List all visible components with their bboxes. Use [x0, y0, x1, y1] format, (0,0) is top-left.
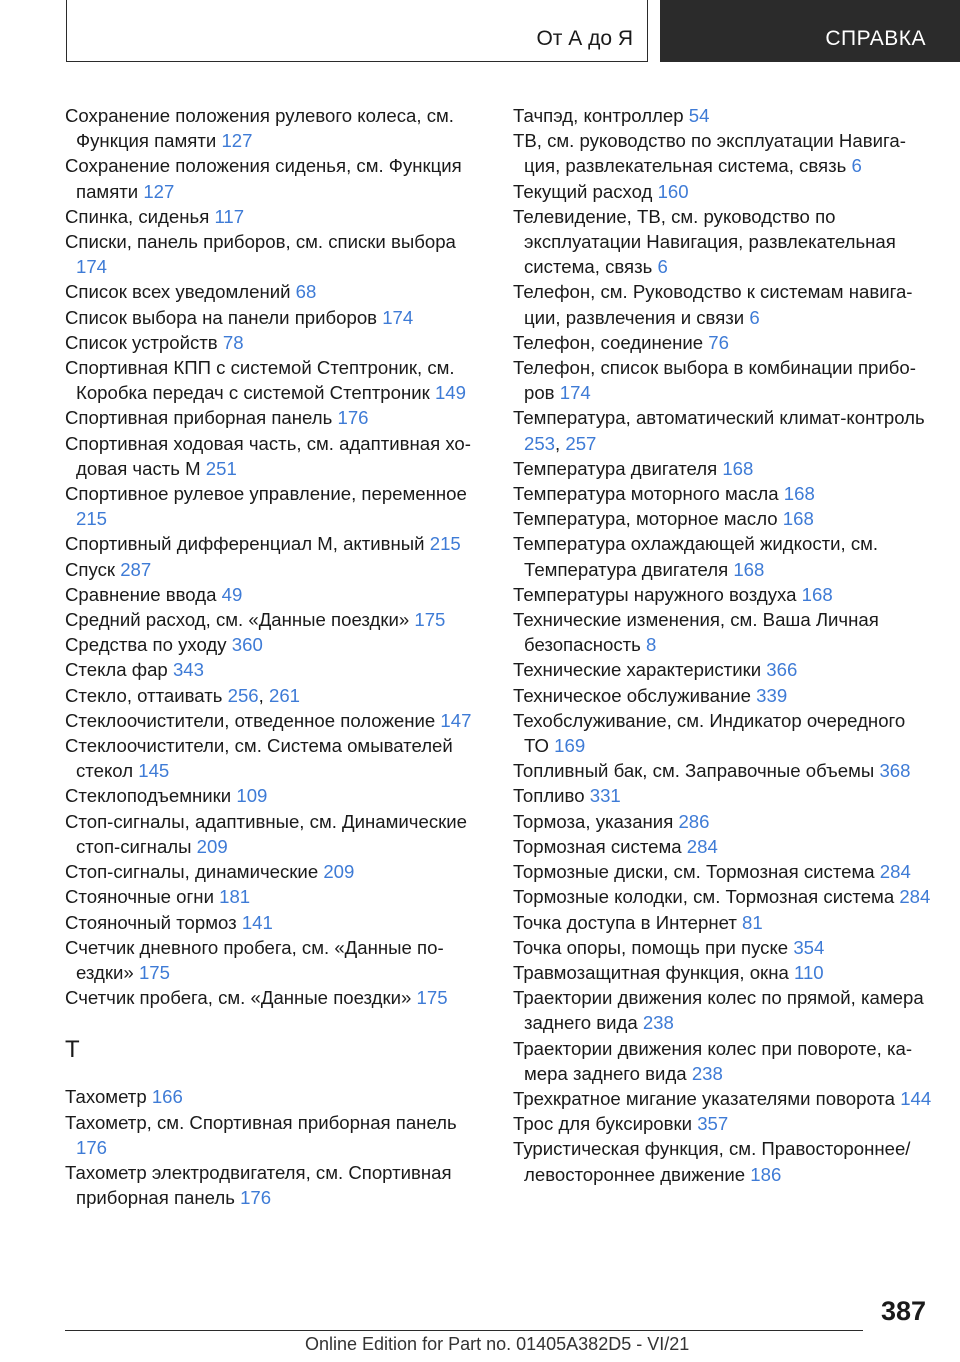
- index-entry-text: Траектории движения колес по прямой, камера заднего вида: [513, 987, 924, 1034]
- index-entry-text: Спортивное рулевое управление, переменное: [65, 483, 467, 505]
- index-entry: [65, 910, 485, 935]
- index-entry-text: Телевидение, ТВ, см. руководство по эксплуатации Навигация, развлекательная система, связь: [513, 205, 896, 278]
- index-entry: [513, 179, 933, 204]
- page-reference-link[interactable]: 186: [750, 1163, 782, 1185]
- page-reference-link[interactable]: 168: [722, 457, 754, 479]
- index-entry-text: Тахометр: [65, 1086, 147, 1108]
- page-reference-link[interactable]: 68: [295, 281, 317, 303]
- index-entry-text: Тачпэд, контроллер: [513, 105, 684, 126]
- index-entry: [513, 1036, 933, 1086]
- index-entry-text: Техническое обслуживание: [513, 684, 751, 706]
- index-entry-text: Тахометр электродвигателя, см. Спортивная приборная панель: [65, 1161, 452, 1209]
- index-entry-text: Температура, моторное масло: [513, 508, 778, 530]
- index-entry: [513, 1136, 933, 1186]
- index-entry-text: Точка опоры, помощь при пуске: [513, 936, 789, 958]
- index-entry: [65, 330, 485, 355]
- index-entry: [65, 153, 485, 203]
- index-entry-text: Спортивная приборная панель: [65, 407, 333, 429]
- page-reference-link[interactable]: 109: [236, 785, 268, 807]
- index-entry: [65, 582, 485, 607]
- index-entry: [65, 683, 485, 708]
- index-entry-text: Стеклоочистители, отведенное положение: [65, 709, 436, 731]
- page-reference-link[interactable]: 181: [219, 886, 251, 908]
- index-entry-text: Температуры наружного воздуха: [513, 583, 797, 605]
- index-entry-text: Температура, автоматический климат-контроль: [513, 407, 925, 429]
- index-entry-text: Стояночные огни: [65, 886, 214, 908]
- page-reference-link[interactable]: 251: [205, 457, 237, 479]
- page-reference-link[interactable]: 366: [766, 659, 798, 681]
- index-entry: [513, 1086, 933, 1111]
- index-column-right: [513, 103, 933, 1187]
- page-reference-link[interactable]: 176: [76, 1136, 108, 1158]
- index-entry: [65, 279, 485, 304]
- index-entry-text: Телефон, список выбора в комбинации приборов: [513, 357, 916, 404]
- page-reference-link[interactable]: 286: [678, 810, 710, 832]
- index-entry: [513, 884, 933, 909]
- chapter-tab-label: СПРАВКА: [825, 27, 926, 50]
- page-reference-link[interactable]: 141: [241, 911, 273, 933]
- index-entry: [65, 632, 485, 657]
- index-entry-text: Травмозащитная функция, окна: [513, 961, 789, 983]
- index-entry-text: Спортивная ходовая часть, см. адаптивная ходовая часть M: [65, 432, 471, 479]
- index-entry-text: Список устройств: [65, 331, 218, 353]
- index-entry-text: Стоп-сигналы, адаптивные, см. Динамические стоп-сигналы: [65, 810, 467, 857]
- page-reference-link[interactable]: 169: [554, 735, 586, 757]
- index-entry-text: Тормозная система: [513, 835, 682, 857]
- page-reference-link[interactable]: 168: [733, 558, 765, 580]
- page-reference-link[interactable]: 149: [434, 382, 466, 404]
- index-entry-text: Тормозные диски, см. Тормозная система: [513, 861, 875, 883]
- index-entry-text: Туристическая функция, см. Правостороннее/левостороннее движение: [513, 1138, 911, 1185]
- page-reference-link[interactable]: 257: [565, 432, 597, 454]
- page-reference-link[interactable]: 368: [879, 760, 911, 782]
- index-entry-text: Технические характеристики: [513, 659, 762, 681]
- index-entry: [65, 204, 485, 229]
- index-entry-text: Тахометр, см. Спортивная приборная панель: [65, 1111, 457, 1133]
- index-entry: [65, 481, 485, 531]
- index-entry-text: Стеклоподъемники: [65, 785, 232, 807]
- index-entry-text: Средний расход, см. «Данные поездки»: [65, 609, 410, 631]
- index-list-s: [65, 103, 485, 1010]
- index-entry: [513, 607, 933, 657]
- index-entry-text: Спинка, сиденья: [65, 205, 210, 227]
- index-entry: [513, 481, 933, 506]
- page-reference-link[interactable]: 127: [143, 180, 175, 202]
- index-entry-text: ТВ, см. руководство по эксплуатации Навигация, развлекательная система, связь: [513, 130, 906, 177]
- page-reference-link[interactable]: 168: [783, 483, 815, 505]
- page-separator: ,: [555, 432, 561, 454]
- index-entry-text: Спортивная КПП с системой Стептроник, см. Коробка передач с системой Стептроник: [65, 357, 455, 404]
- page-reference-link[interactable]: 284: [899, 886, 931, 908]
- index-entry-text: Спортивный дифференциал M, активный: [65, 533, 425, 555]
- index-entry-text: Список выбора на панели приборов: [65, 306, 378, 328]
- page-reference-link[interactable]: 238: [691, 1062, 723, 1084]
- index-entry: [65, 557, 485, 582]
- index-entry: [513, 960, 933, 985]
- page-reference-link[interactable]: 6: [749, 306, 760, 328]
- index-entry: [65, 431, 485, 481]
- index-entry-text: Траектории движения колес при повороте, камера заднего вида: [513, 1037, 913, 1084]
- page-reference-link[interactable]: 176: [337, 407, 369, 429]
- index-entry-text: Технические изменения, см. Ваша Личная безопасность: [513, 609, 879, 656]
- index-entry-text: Техобслуживание, см. Индикатор очередного ТО: [513, 709, 906, 757]
- index-entry-text: Текущий расход: [513, 180, 653, 202]
- page-reference-link[interactable]: 253: [524, 432, 556, 454]
- index-entry: [65, 607, 485, 632]
- page-reference-link[interactable]: 175: [138, 961, 170, 983]
- page-reference-link[interactable]: 76: [708, 331, 729, 353]
- index-entry: [65, 708, 485, 733]
- index-entry-text: Стекла фар: [65, 659, 168, 681]
- index-entry-text: Телефон, соединение: [513, 331, 704, 353]
- index-entry: [65, 733, 485, 783]
- index-entry: [65, 809, 485, 859]
- index-entry: [513, 128, 933, 178]
- index-entry: [513, 708, 933, 758]
- index-entry: [513, 683, 933, 708]
- page-reference-link[interactable]: 176: [240, 1187, 272, 1209]
- index-entry: [513, 758, 933, 783]
- index-entry: [513, 985, 933, 1035]
- page-reference-link[interactable]: 209: [196, 835, 228, 857]
- page-reference-link[interactable]: 175: [416, 987, 448, 1009]
- index-entry-text: Тормозные колодки, см. Тормозная система: [513, 886, 895, 908]
- index-list-t: [65, 1084, 485, 1210]
- index-entry: [513, 834, 933, 859]
- chapter-tab: [660, 0, 960, 62]
- footer-divider: [65, 1330, 863, 1331]
- page-reference-link[interactable]: 110: [793, 961, 824, 983]
- page-reference-link[interactable]: 238: [642, 1012, 674, 1034]
- index-entry: [513, 204, 933, 280]
- index-entry-text: Температура моторного масла: [513, 483, 779, 505]
- section-tab: [66, 0, 648, 62]
- page-reference-link[interactable]: 343: [172, 659, 204, 681]
- page-reference-link[interactable]: 209: [323, 861, 355, 883]
- index-entry: [65, 531, 485, 556]
- page-reference-link[interactable]: 49: [221, 583, 243, 605]
- page-reference-link[interactable]: 168: [801, 583, 833, 605]
- page-reference-link[interactable]: 331: [589, 785, 621, 807]
- index-entry: [65, 103, 485, 153]
- index-entry: [513, 809, 933, 834]
- page-reference-link[interactable]: 284: [879, 861, 911, 883]
- index-entry: [65, 783, 485, 808]
- page-reference-link[interactable]: 215: [76, 508, 108, 530]
- index-entry-text: Списки, панель приборов, см. списки выбора: [65, 231, 456, 253]
- index-entry: [65, 985, 485, 1010]
- index-entry-text: Топливный бак, см. Заправочные объемы: [513, 760, 875, 782]
- page-reference-link[interactable]: 160: [657, 180, 689, 202]
- page-reference-link[interactable]: 339: [756, 684, 788, 706]
- index-entry-text: Стояночный тормоз: [65, 911, 237, 933]
- page-reference-link[interactable]: 81: [742, 911, 763, 933]
- page-reference-link[interactable]: 215: [429, 533, 461, 555]
- index-entry-text: Список всех уведомлений: [65, 281, 291, 303]
- index-entry: [65, 305, 485, 330]
- page-separator: ,: [258, 684, 264, 706]
- section-letter: Т: [65, 1036, 80, 1064]
- index-entry: [65, 1110, 485, 1160]
- index-entry: [513, 657, 933, 682]
- page-reference-link[interactable]: 354: [793, 936, 825, 958]
- page-reference-link[interactable]: 357: [697, 1113, 729, 1135]
- index-entry: [513, 279, 933, 329]
- index-entry: [513, 910, 933, 935]
- index-entry-text: Стеклоочистители, см. Система омывателей стекол: [65, 735, 453, 782]
- index-entry: [65, 355, 485, 405]
- page-reference-link[interactable]: 145: [138, 760, 170, 782]
- page-reference-link[interactable]: 168: [782, 508, 814, 530]
- index-entry-text: Тормоза, указания: [513, 810, 674, 832]
- index-entry-text: Температура охлаждающей жидкости, см. Температура двигателя: [513, 533, 879, 580]
- index-entry-text: Сохранение положения рулевого колеса, см. Функция памяти: [65, 105, 454, 152]
- index-entry: [513, 355, 933, 405]
- index-entry-text: Счетчик дневного пробега, см. «Данные поездки»: [65, 936, 444, 983]
- index-list-t-continued: [513, 103, 933, 1187]
- page-reference-link[interactable]: 256: [227, 684, 259, 706]
- page-reference-link[interactable]: 144: [900, 1087, 932, 1109]
- index-entry: [513, 935, 933, 960]
- index-entry-text: Стоп-сигналы, динамические: [65, 861, 319, 883]
- index-entry-text: Точка доступа в Интернет: [513, 911, 737, 933]
- page-reference-link[interactable]: 174: [382, 306, 414, 328]
- page-reference-link[interactable]: 175: [414, 609, 446, 631]
- page-reference-link[interactable]: 6: [657, 256, 668, 278]
- page-reference-link[interactable]: 147: [440, 709, 472, 731]
- index-entry: [65, 229, 485, 279]
- index-entry: [513, 330, 933, 355]
- page-reference-link[interactable]: 287: [120, 558, 152, 580]
- page-reference-link[interactable]: 117: [214, 205, 245, 227]
- page-reference-link[interactable]: 261: [269, 684, 301, 706]
- index-entry: [65, 859, 485, 884]
- section-tab-label: От А до Я: [536, 27, 633, 50]
- index-entry-text: Топливо: [513, 785, 585, 807]
- index-entry: [513, 531, 933, 581]
- index-entry-text: Температура двигателя: [513, 457, 718, 479]
- index-entry: [513, 506, 933, 531]
- index-entry: [65, 657, 485, 682]
- index-column-left: [65, 103, 485, 1210]
- index-entry: [513, 405, 933, 455]
- page-reference-link[interactable]: 360: [231, 634, 263, 656]
- index-entry-text: Телефон, см. Руководство к системам навигации, развлечения и связи: [513, 281, 913, 328]
- edition-footer: Online Edition for Part no. 01405A382D5 - VI/21: [305, 1334, 690, 1354]
- index-entry-text: Спуск: [65, 558, 116, 580]
- index-entry-text: Трехкратное мигание указателями поворота: [513, 1087, 896, 1109]
- page-number: 387: [880, 1296, 926, 1326]
- page-reference-link[interactable]: 174: [559, 382, 591, 404]
- index-entry: [513, 582, 933, 607]
- index-entry-text: Сравнение ввода: [65, 583, 217, 605]
- index-entry: [513, 783, 933, 808]
- index-entry: [65, 1160, 485, 1210]
- index-entry: [65, 884, 485, 909]
- index-entry: [513, 1111, 933, 1136]
- page-reference-link[interactable]: 284: [686, 835, 718, 857]
- page-reference-link[interactable]: 166: [151, 1086, 183, 1108]
- page-reference-link[interactable]: 174: [76, 256, 108, 278]
- page-reference-link[interactable]: 6: [851, 155, 862, 177]
- index-entry: [65, 405, 485, 430]
- index-entry-text: Средства по уходу: [65, 634, 227, 656]
- index-entry-text: Счетчик пробега, см. «Данные поездки»: [65, 987, 412, 1009]
- index-entry: [65, 935, 485, 985]
- page-reference-link[interactable]: 127: [221, 130, 253, 152]
- page-reference-link[interactable]: 8: [646, 634, 657, 656]
- index-entry: [513, 456, 933, 481]
- index-entry: [513, 859, 933, 884]
- index-entry: [65, 1084, 485, 1109]
- index-entry: [513, 103, 933, 128]
- index-entry-text: Сохранение положения сиденья, см. Функция памяти: [65, 155, 462, 202]
- page-reference-link[interactable]: 78: [222, 331, 244, 353]
- page-reference-link[interactable]: 54: [688, 105, 710, 126]
- index-entry-text: Стекло, оттаивать: [65, 684, 223, 706]
- index-entry-text: Трос для буксировки: [513, 1113, 693, 1135]
